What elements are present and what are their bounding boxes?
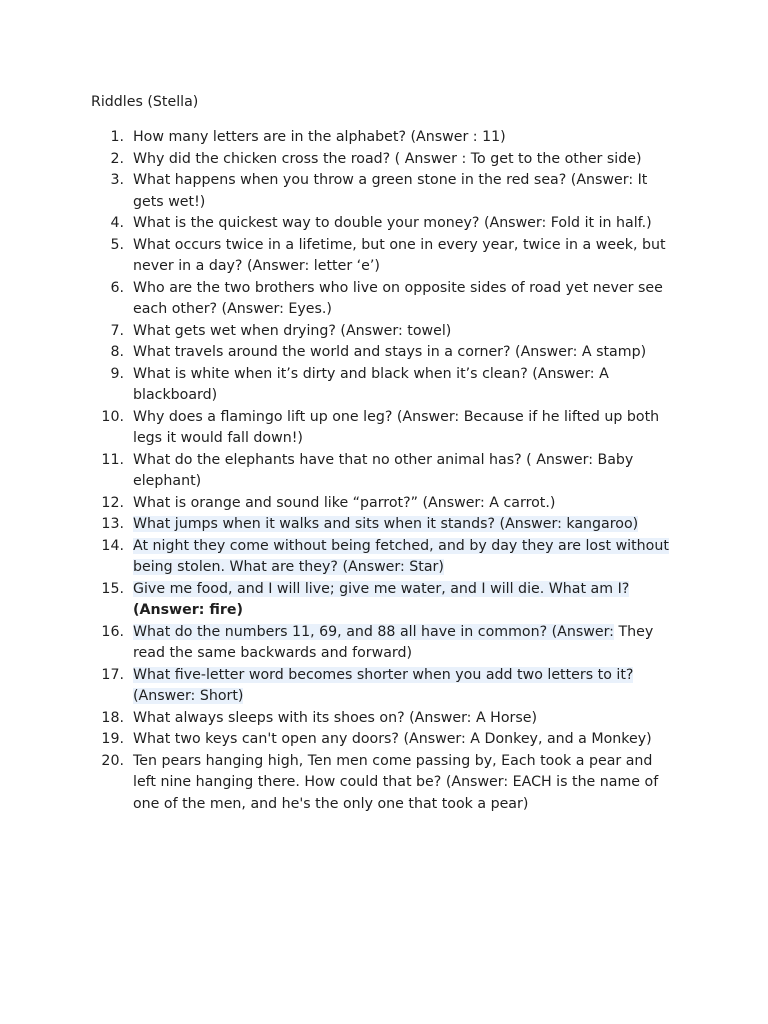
riddle-item (91, 536, 691, 579)
riddle-item (91, 213, 691, 235)
riddle-text: What is white when it’s dirty and black when it’s clean? (Answer: A blackboard) (133, 365, 609, 403)
riddle-number: 5 . (91, 235, 124, 278)
riddle-number: 8 . (91, 342, 124, 364)
riddle-text: Why did the chicken cross the road? ( Answer : To get to the other side) (133, 150, 642, 167)
riddle-text: What do the elephants have that no other animal has? ( Answer: Baby elephant) (133, 451, 634, 489)
riddle-item (91, 170, 691, 213)
riddle-text: What is the quickest way to double your money? (Answer: Fold it in half.) (133, 215, 652, 231)
riddle-item (91, 407, 691, 450)
riddle-text: What happens when you throw a green stone in the red sea? (Answer: It gets wet!) (133, 172, 648, 210)
riddle-text: At night they come without being fetched, and by day they are lost without being stolen. What are they? (Answer: Star) (133, 537, 669, 575)
riddle-number: 3 . (91, 170, 124, 213)
riddle-item (91, 708, 691, 730)
riddle-number: 14 . (91, 536, 124, 579)
riddle-number: 1 . (91, 127, 124, 149)
riddle-text: What jumps when it walks and sits when it stands? (Answer: kangaroo) (133, 516, 639, 532)
riddle-text: What do the numbers 11, 69, and 88 all have in common? (Answer: (133, 623, 614, 640)
riddle-text: What is orange and sound like “parrot?” (Answer: A carrot.) (133, 494, 556, 511)
riddle-item (91, 235, 691, 278)
riddle-text: What always sleeps with its shoes on? (Answer: A Horse) (133, 709, 538, 726)
riddle-text: Ten pears hanging high, Ten men come passing by, Each took a pear and left nine hanging there. How could that be? (Answer: EACH is the name of one of the men, and he's the only one that took a pear) (133, 752, 659, 812)
riddle-number: 12 . (91, 493, 124, 515)
riddle-item (91, 321, 691, 343)
riddle-item (91, 149, 691, 171)
riddle-number: 13 . (91, 514, 124, 536)
riddle-text: What travels around the world and stays in a corner? (Answer: A stamp) (133, 344, 647, 360)
riddle-text: What five-letter word becomes shorter when you add two letters to it? (Answer: Short) (133, 666, 634, 704)
riddle-number: 9 . (91, 364, 124, 407)
riddle-number: 2 . (91, 149, 124, 171)
riddle-item (91, 278, 691, 321)
riddle-number: 7 . (91, 321, 124, 343)
riddle-item (91, 665, 691, 708)
riddle-number: 18 . (91, 708, 124, 730)
riddle-item (91, 729, 691, 751)
riddle-item (91, 579, 691, 622)
riddle-number: 11 . (91, 450, 124, 493)
riddle-text: What two keys can't open any doors? (Answer: A Donkey, and a Monkey) (133, 731, 652, 747)
riddle-text: What occurs twice in a lifetime, but one in every year, twice in a week, but never in a day? (Answer: letter ‘e’) (133, 236, 666, 274)
riddle-number: 6 . (91, 278, 124, 321)
riddle-text: Give me food, and I will live; give me water, and I will die. What am I? (133, 580, 630, 597)
riddle-number: 4 . (91, 213, 124, 235)
riddle-item (91, 622, 691, 665)
document-title: Riddles (Stella) (91, 94, 199, 110)
riddle-number: 17 . (91, 665, 124, 708)
riddle-item (91, 127, 691, 149)
riddle-item (91, 364, 691, 407)
riddle-number: 10 . (91, 407, 124, 450)
riddle-number: 19 . (91, 729, 124, 751)
riddle-text: Who are the two brothers who live on opposite sides of road yet never see each other? (Answer: Eyes.) (133, 279, 663, 317)
riddle-item (91, 450, 691, 493)
riddle-number: 20 . (91, 751, 124, 816)
riddle-text-tail: They read the same backwards and forward) (133, 623, 654, 661)
riddle-text: What gets wet when drying? (Answer: towel) (133, 322, 452, 339)
riddle-text: How many letters are in the alphabet? (Answer : 11) (133, 129, 506, 145)
riddle-list (91, 127, 691, 815)
riddle-item (91, 514, 691, 536)
riddle-item (91, 342, 691, 364)
riddle-item (91, 751, 691, 816)
riddle-number: 15 . (91, 579, 124, 622)
riddle-number: 16 . (91, 622, 124, 665)
riddle-answer-bold: (Answer: fire) (133, 602, 243, 618)
riddle-item (91, 493, 691, 515)
riddle-text: Why does a flamingo lift up one leg? (Answer: Because if he lifted up both legs it would fall down!) (133, 408, 660, 446)
